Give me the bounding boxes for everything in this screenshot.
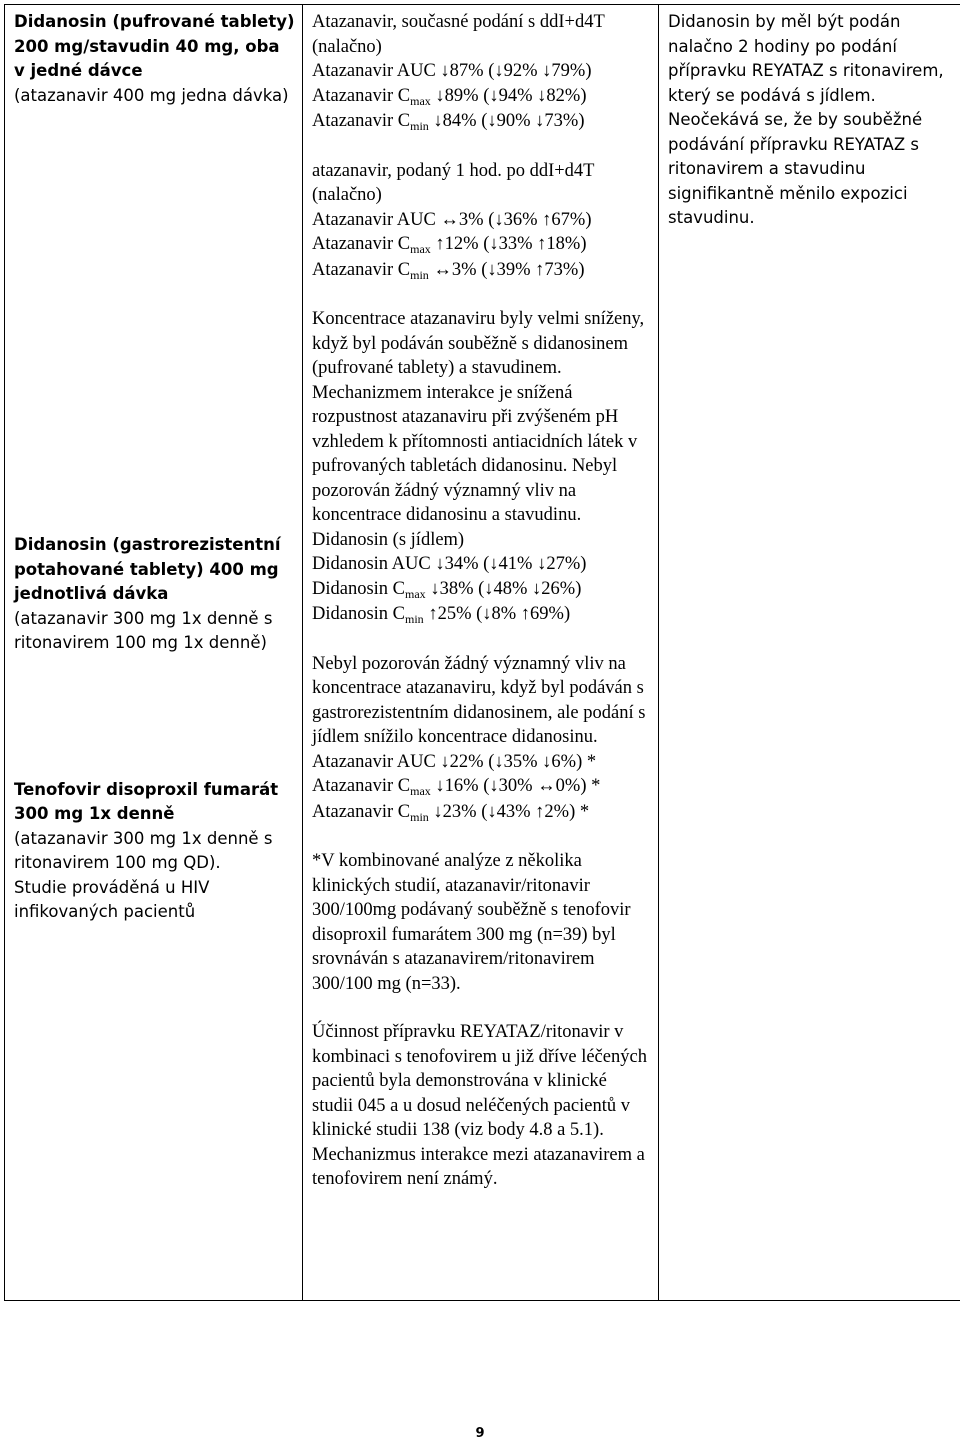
effect-line: Atazanavir AUC ↓22% (↓35% ↓6%) *: [312, 751, 597, 772]
effect-line: [312, 135, 652, 159]
row1-recommendation: Didanosin by měl být podán nalačno 2 hodiny po podání přípravku REYATAZ s ritonavirem, který se podává s jídlem. Neočekává se, že by souběžné podávání přípravku REYATAZ s ritonavirem a stavudinu signifikantně měnilo expozici stavudinu.: [668, 12, 944, 227]
row1-effects: [312, 10, 652, 528]
subscript: min: [410, 267, 429, 282]
effect-line: Didanosin (s jídlem): [312, 529, 465, 550]
col-effects: [303, 5, 659, 1301]
effect-line: [312, 825, 652, 849]
row1-drug-dosing: (atazanavir 400 mg jedna dávka): [14, 85, 289, 105]
row2-effects: [312, 528, 652, 750]
subscript: max: [410, 784, 431, 798]
subscript: max: [410, 93, 431, 108]
effect-line: Atazanavir AUC ↓87% (↓92% ↓79%): [312, 61, 592, 81]
effect-line: atazanavir, podaný 1 hod. po ddI+d4T (nalačno): [312, 160, 595, 205]
row3-drug-note: Studie prováděná u HIV infikovaných pacientů: [14, 877, 210, 921]
subscript: max: [410, 242, 431, 256]
effect-line: Atazanavir $C_{max}$ ↓89% (↓94% ↓82%): [312, 85, 587, 108]
effect-line: Didanosin $C_{max}$ ↓38% (↓48% ↓26%): [312, 578, 582, 601]
effect-line: [312, 283, 652, 307]
effect-line: Atazanavir $C_{min}$ ↓84% (↓90% ↓73%): [312, 111, 585, 133]
effect-line: Nebyl pozorován žádný významný vliv na koncentrace atazanaviru, když byl podáván s gastrorezistentním didanosinem, ale podání s jídlem snížilo koncentrace didanosinu.: [312, 653, 646, 747]
row2-drug: [14, 533, 296, 656]
row3-effects: [312, 750, 652, 1192]
effect-line: [312, 996, 652, 1020]
col-recommendation: [659, 5, 960, 1301]
effect-line: Didanosin $C_{min}$ ↑25% (↓8% ↑69%): [312, 604, 571, 626]
subscript: min: [405, 612, 424, 626]
effect-line: Atazanavir $C_{min}$ ↓23% (↓43% ↑2%) *: [312, 801, 590, 824]
effect-line: Účinnost přípravku REYATAZ/ritonavir v kombinaci s tenofovirem u již dříve léčených pacientů byla demonstrována v klinické studii 045 a u dosud neléčených pacientů v klinické studii 138 (viz body 4.8 a 5.1). Mechanizmus interakce mezi atazanavirem a tenofovirem není známý.: [312, 1022, 647, 1189]
subscript: max: [405, 586, 426, 601]
effect-line: Didanosin AUC ↓34% (↓41% ↓27%): [312, 554, 587, 574]
row3-drug: [14, 778, 296, 925]
page-number: 9: [475, 1426, 485, 1441]
subscript: min: [410, 809, 429, 824]
subscript: min: [410, 119, 429, 133]
effect-line: Atazanavir $C_{max}$ ↑12% (↓33% ↑18%): [312, 234, 587, 256]
col-drug: [5, 5, 303, 1301]
effect-line: [312, 628, 652, 652]
row2-drug-dosing: (atazanavir 300 mg 1x denně s ritonavirem 100 mg 1x denně): [14, 608, 273, 652]
table-row: [5, 5, 960, 1301]
effect-line: Atazanavir, současné podání s ddI+d4T (nalačno): [312, 12, 605, 57]
row2-drug-title: Didanosin (gastrorezistentní potahované tablety) 400 mg jednotlivá dávka: [14, 535, 281, 603]
row1-drug-title: Didanosin (pufrované tablety) 200 mg/stavudin 40 mg, oba v jedné dávce: [14, 12, 295, 80]
effect-line: Koncentrace atazanaviru byly velmi sníženy, když byl podáván souběžně s didanosinem (pufrované tablety) a stavudinem. Mechanizmem interakce je snížená rozpustnost atazanaviru při zvýšeném pH vzhledem k přítomnosti antiacidních látek v pufrovaných tabletách didanosinu. Nebyl pozorován žádný významný vliv na koncentrace didanosinu a stavudinu.: [312, 309, 645, 525]
row3-drug-dosing: (atazanavir 300 mg 1x denně s ritonavirem 100 mg QD).: [14, 828, 273, 872]
effect-line: Atazanavir $C_{min}$ ↔3% (↓39% ↑73%): [312, 259, 585, 282]
row1-drug: [14, 10, 296, 108]
interaction-table: [4, 4, 960, 1301]
effect-line: Atazanavir AUC ↔3% (↓36% ↑67%): [312, 209, 592, 230]
row3-drug-title: Tenofovir disoproxil fumarát 300 mg 1x denně: [14, 779, 279, 823]
effect-line: *V kombinované analýze z několika klinických studií, atazanavir/ritonavir 300/100mg podávaný souběžně s tenofovir disoproxil fumarátem 300 mg (n=39) byl srovnáván s atazanavirem/ritonavirem 300/100 mg (n=33).: [312, 851, 631, 994]
effect-line: Atazanavir $C_{max}$ ↓16% (↓30% ↔0%) *: [312, 776, 601, 798]
